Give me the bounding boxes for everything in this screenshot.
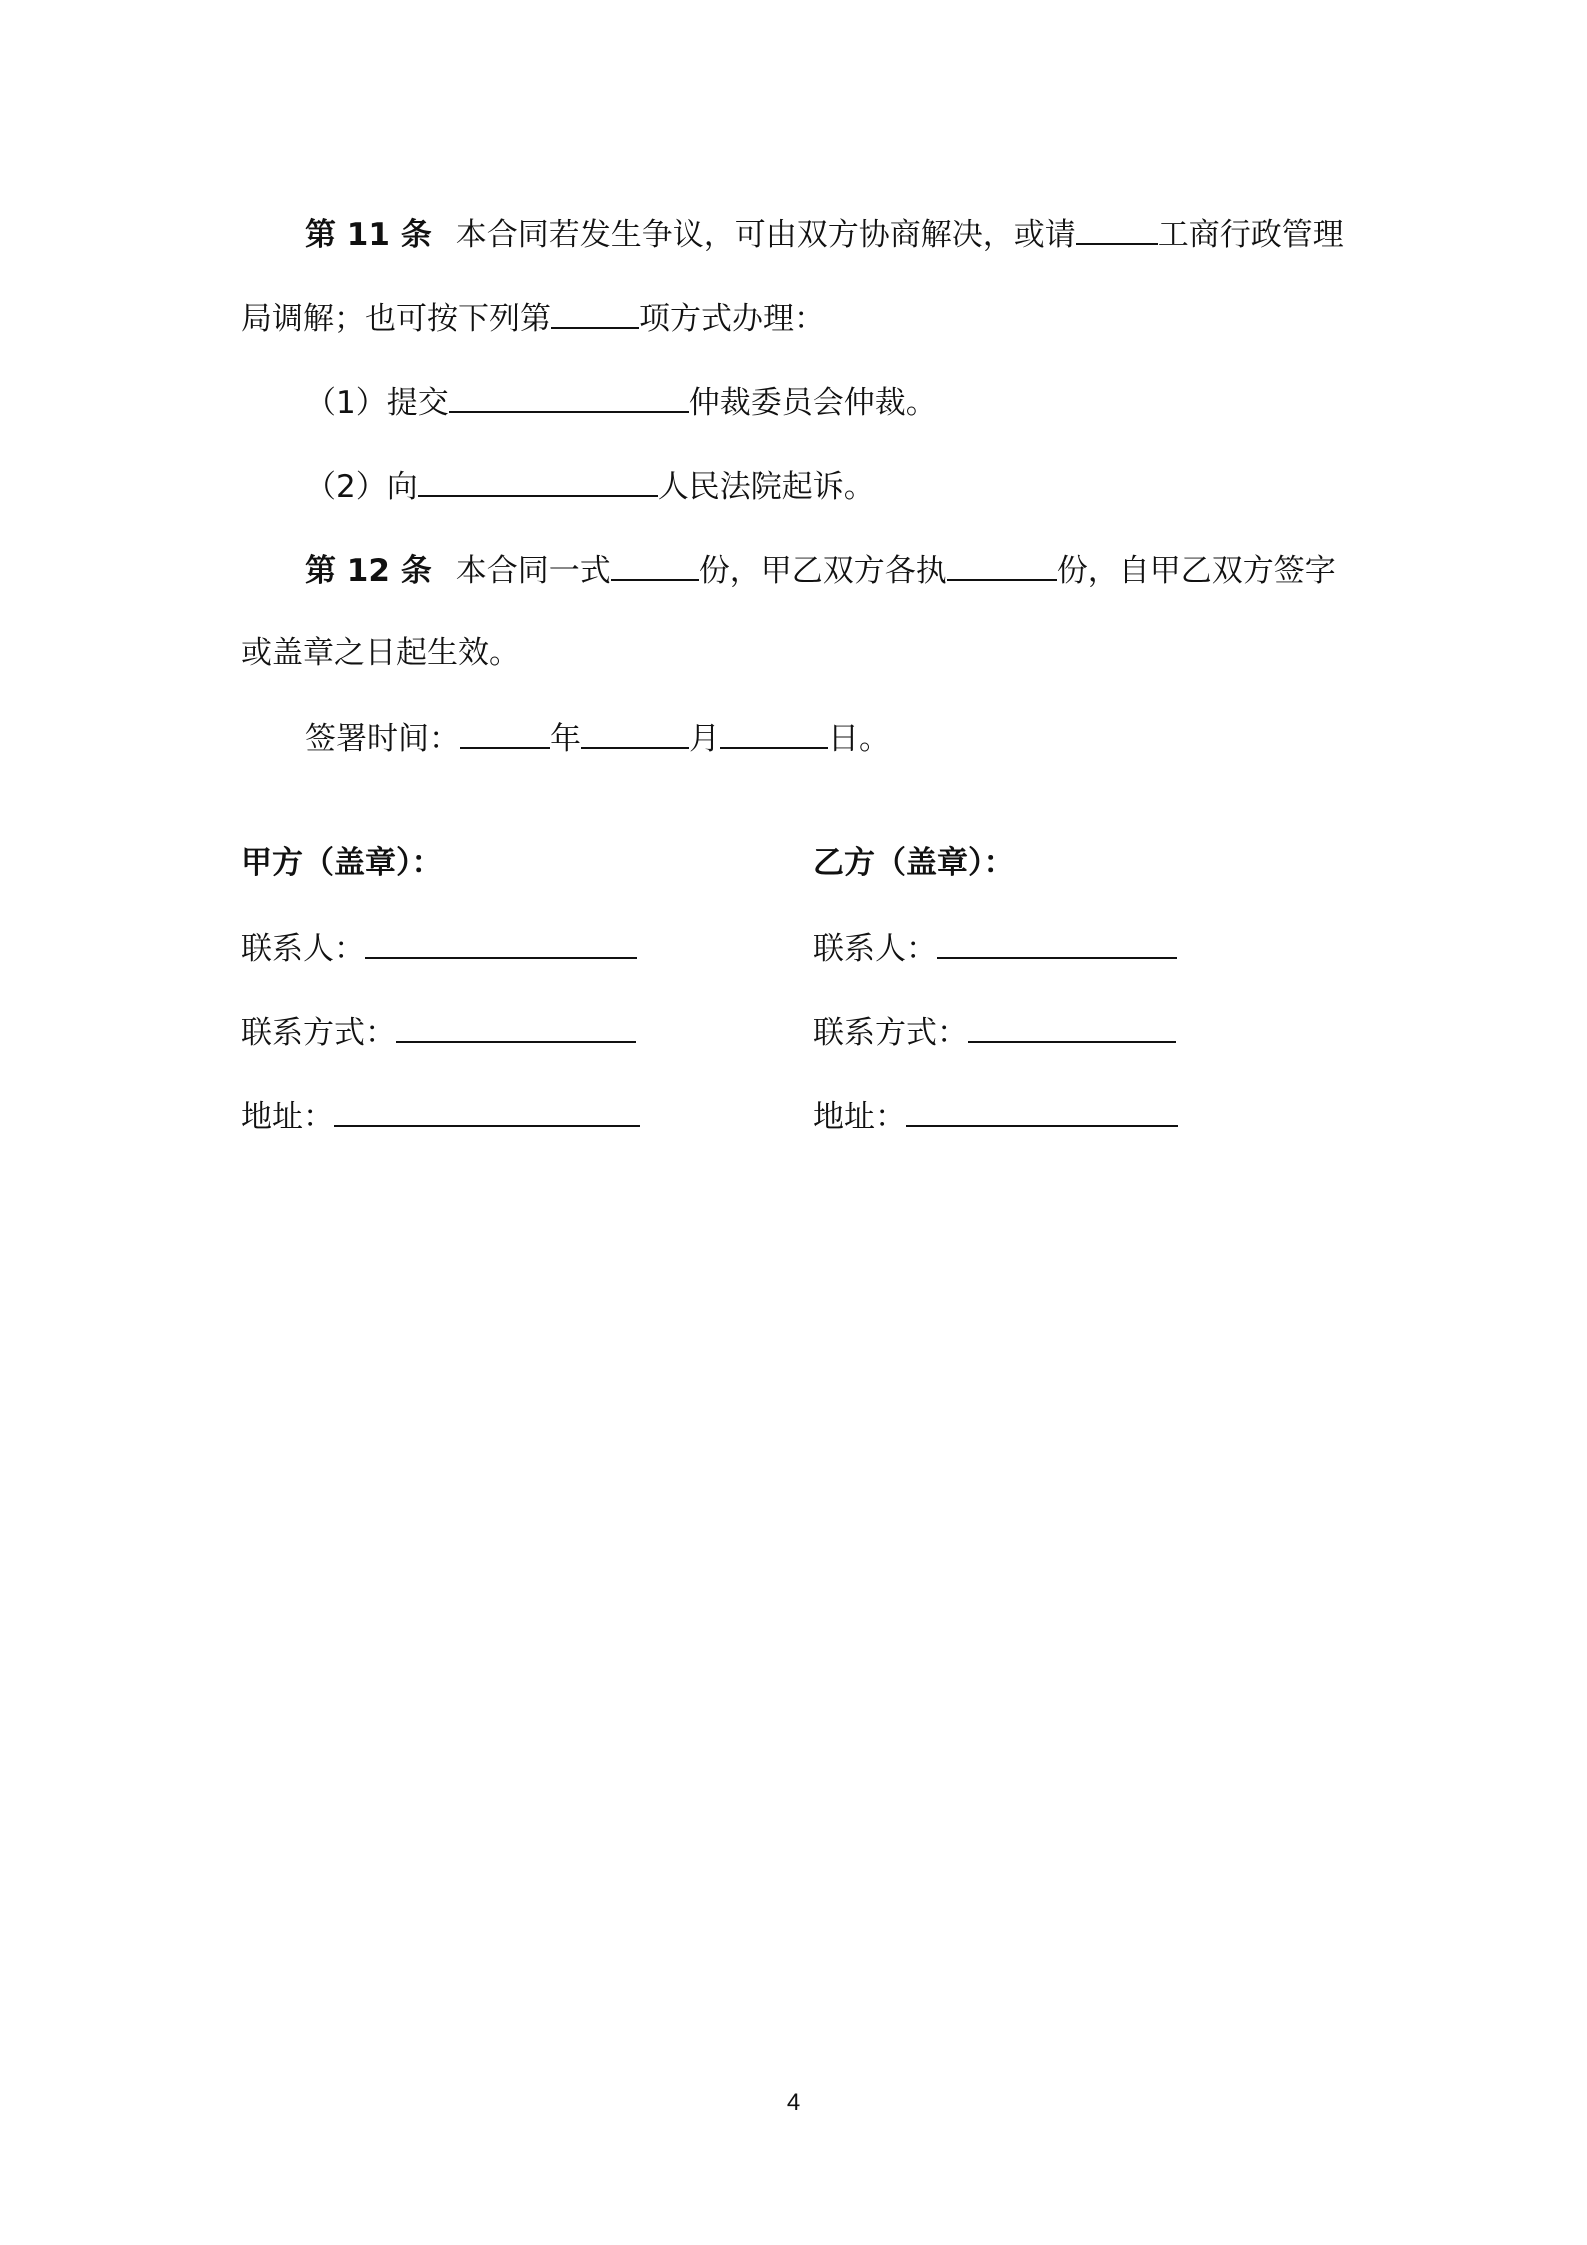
party-b-address-blank [906, 1095, 1178, 1127]
article12-line2 [241, 633, 520, 673]
article11-blank-bureau [1076, 213, 1158, 245]
party-a-address-blank [334, 1095, 640, 1127]
article11-blank-item [551, 297, 639, 329]
party-a-contact-method-label: 联系方式： [241, 1015, 396, 1051]
party-a-address-line [241, 1095, 640, 1137]
option1-suffix: 仲裁委员会仲裁。 [688, 385, 937, 421]
signing-year-label: 年 [550, 721, 581, 757]
party-b-contact-method-label: 联系方式： [813, 1015, 968, 1051]
party-a-address-label: 地址： [241, 1099, 334, 1135]
option2-blank [418, 465, 658, 497]
article11-line1 [305, 213, 1344, 255]
article12-blank-each [947, 549, 1057, 581]
option1-prefix: （1）提交 [305, 385, 449, 421]
party-a-contact-method-blank [396, 1011, 636, 1043]
article11-text-b: 工商行政管理 [1157, 217, 1344, 253]
signing-day-blank [720, 717, 828, 749]
article12-blank-copies [611, 549, 699, 581]
article12-text-c: 份，自甲乙双方签字 [1056, 553, 1336, 589]
party-b-contact-label: 联系人： [813, 931, 937, 967]
party-a-contact-blank [365, 927, 637, 959]
party-b-contact-line [813, 927, 1177, 969]
party-b-address-label: 地址： [813, 1099, 906, 1135]
article11-text-a: 本合同若发生争议，可由双方协商解决，或请 [455, 217, 1076, 253]
article11-line2 [241, 297, 825, 339]
signing-date-label: 签署时间： [305, 721, 460, 757]
article11-label: 第 11 条 [305, 217, 432, 253]
option2-line [305, 465, 875, 507]
party-b-title: 乙方（盖章）： [813, 845, 1015, 881]
signing-year-blank [460, 717, 550, 749]
article12-line1 [305, 549, 1336, 591]
article12-label: 第 12 条 [305, 553, 432, 589]
article11-text-d: 项方式办理： [639, 301, 825, 337]
article12-text-a: 本合同一式 [455, 553, 611, 589]
party-b-address-line [813, 1095, 1178, 1137]
signing-day-label: 日。 [828, 721, 890, 757]
party-b-contact-method-line [813, 1011, 1176, 1053]
party-a-contact-method-line [241, 1011, 636, 1053]
party-b-contact-blank [937, 927, 1177, 959]
party-a-contact-line [241, 927, 637, 969]
option1-blank [449, 381, 689, 413]
party-b-contact-method-blank [968, 1011, 1176, 1043]
article12-text-d: 或盖章之日起生效。 [241, 635, 520, 671]
party-a-title: 甲方（盖章）： [241, 845, 443, 881]
option1-line [305, 381, 937, 423]
signing-month-blank [581, 717, 689, 749]
option2-prefix: （2）向 [305, 469, 418, 505]
signing-date-line [305, 717, 890, 759]
signing-month-label: 月 [689, 721, 720, 757]
article11-text-c: 局调解；也可按下列第 [241, 301, 551, 337]
article12-text-b: 份，甲乙双方各执 [698, 553, 947, 589]
option2-suffix: 人民法院起诉。 [657, 469, 875, 505]
party-a-contact-label: 联系人： [241, 931, 365, 967]
page-number: 4 [786, 2089, 801, 2116]
